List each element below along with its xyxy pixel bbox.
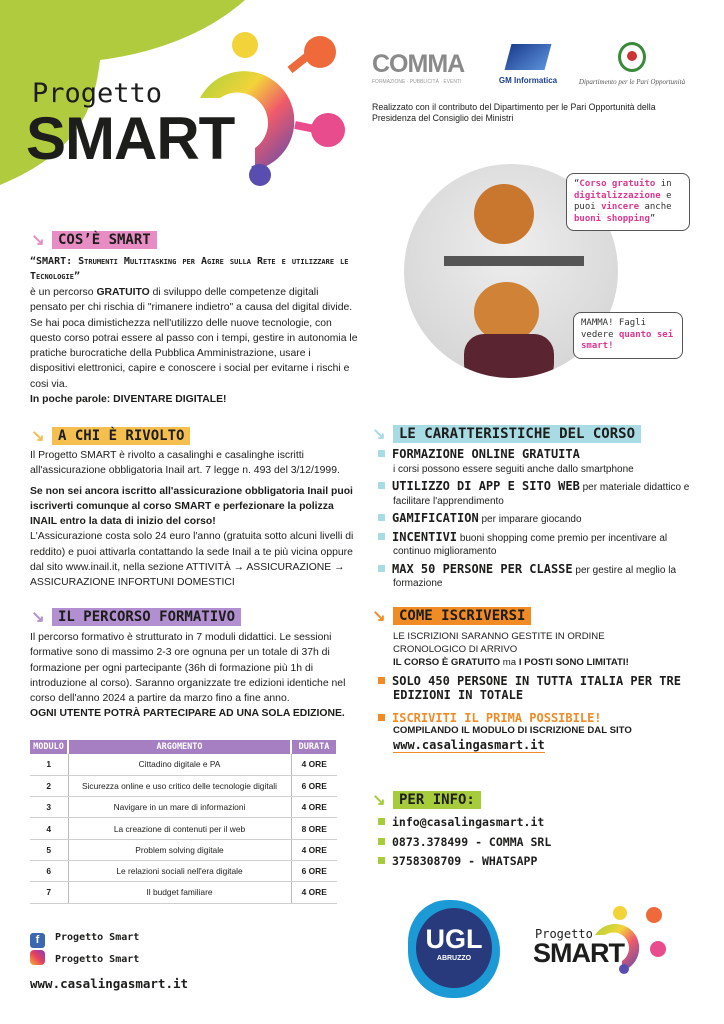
comma-logo [372,50,464,85]
contact-email-text: info@casalingasmart.it [392,815,545,829]
feature-item [378,531,698,559]
contact-email[interactable] [378,813,551,833]
feature-item [378,512,698,527]
arrow-down-right-icon: ↘ [31,428,45,445]
text-segment: vincere [601,202,640,212]
logo-smart-text: SMART [26,105,235,172]
footer-logo-smart: SMART [533,938,624,968]
feature-item [378,563,698,591]
iscriversi-point-2 [378,711,698,754]
module-duration: 4 ORE [291,839,337,860]
module-duration: 4 ORE [291,754,337,775]
rivolto-body [30,448,360,591]
gm-informatica-logo [493,44,563,85]
bullet-icon [378,677,385,684]
feature-title: GAMIFICATION [392,511,479,525]
table-row [30,882,337,903]
gm-logo-text: GM Informatica [498,76,558,85]
instagram-text: Progetto Smart [55,954,140,965]
percorso-heading [30,607,241,627]
bullet-icon [378,818,385,825]
point2-sub: COMPILANDO IL MODULO DI ISCRIZIONE DAL SITO [393,725,632,736]
footer-logo-progetto: Progetto [535,927,593,941]
table-row [30,818,337,839]
smart-acronym-quote: “SMART: Strumenti Multitasking per Agire sulla Rete e utilizzare le Tecnologie” [30,256,349,282]
column-header: ARGOMENTO [68,740,291,754]
text-segment: ” [649,213,656,224]
corso-gratuito: IL CORSO È GRATUITO [393,657,501,668]
table-row [30,860,337,881]
table-row [30,797,337,818]
bullet-icon [378,714,385,721]
cos-closing: In poche parole: DIVENTARE DIGITALE! [30,394,227,406]
bullet-icon [378,565,385,572]
gmi-emblem-icon [505,44,552,70]
arrow-down-right-icon: ↘ [31,609,45,626]
per-info-heading [371,790,481,810]
text-segment: anche [639,202,672,212]
module-number: 6 [30,860,68,881]
arrow-down-right-icon: ↘ [31,232,45,249]
feature-title: FORMAZIONE ONLINE GRATUITA [392,447,580,461]
dipartimento-logo [572,42,692,86]
signup-url-link[interactable]: www.casalingasmart.it [393,738,545,752]
percorso-body [30,630,348,722]
module-topic: Problem solving digitale [68,839,291,860]
section-title: PER INFO: [393,791,481,809]
section-title: COS’È SMART [52,231,157,249]
arrow-down-right-icon: ↘ [372,608,386,625]
ugl-text: UGL [425,924,483,954]
speech-bubble-course [566,173,690,231]
bullet-icon [378,482,385,489]
text-segment: quanto sei smart! [581,329,674,351]
bullet-icon [378,838,385,845]
text-segment: “ [574,179,580,189]
text-segment: in [655,179,672,189]
comma-tagline: FORMAZIONE · PUBBLICITÀ · EVENTI [372,79,462,85]
module-number: 2 [30,775,68,796]
section-title: LE CARATTERISTICHE DEL CORSO [393,425,641,443]
text-segment: di sviluppo delle competenze digitali pensato per chi rischia di "rimanere indietro" a causa del digital divide. Se hai poca dimistichezza nell'utilizzo delle nuove tecnologie, con questo corso potrai essere al passo con i tempi, gestire in autonomia le pratiche burocratiche della Pubblica Amministrazione, usare i dispositivi elettronici, capire e conoscere i social per evitarne i rischi e cosi via. [30,287,358,390]
features-list [378,448,698,595]
module-number: 3 [30,797,68,818]
text-segment: è un percorso [30,287,97,298]
ugl-abruzzo-logo [408,900,500,998]
point1-text: SOLO 450 PERSONE IN TUTTA ITALIA PER TRE EDIZIONI IN TOTALE [392,674,681,702]
come-iscriversi-heading [371,606,531,626]
comma-logo-text: COMMA [372,50,465,78]
point2-text: ISCRIVITI IL PRIMA POSSIBILE! [392,711,602,725]
rivolto-p2: Se non sei ancora iscritto all'assicurazione obbligatoria Inail puoi iscriverti comunque al corso SMART e perfezionare la polizza INAIL entro la data di inizio del corso! [30,485,353,528]
feature-desc: buoni shopping come premio per incentivare al continuo miglioramento [393,532,668,557]
percorso-closing: OGNI UTENTE POTRÀ PARTECIPARE AD UNA SOLA EDIZIONE. [30,708,345,720]
dipartimento-text: Dipartimento per le Pari Opportunità [578,78,686,86]
module-duration: 6 ORE [291,860,337,881]
feature-title: INCENTIVI [392,529,458,544]
cos-e-smart-body [30,285,358,407]
arrow-down-right-icon: ↘ [372,792,386,809]
rivolto-p3: L'Assicurazione costa solo 24 euro l'anno (gratuita sotto alcuni livelli di reddito) e puoi attivarla contattando la sede Inail a te più vicina oppure dal sito www.inail.it, nella sezione ATTIVITÀ → ASSICURAZIONE → ASSICURAZIONE INFORTUNI DOMESTICI [30,531,354,589]
italian-emblem-icon [618,42,646,72]
contact-whatsapp[interactable] [378,852,551,872]
social-links [30,927,188,995]
feature-desc: i corsi possono essere seguiti anche dallo smartphone [393,463,634,475]
speech-bubble-mamma [573,312,683,359]
caratteristiche-heading [371,424,641,444]
bullet-icon [378,533,385,540]
rivolto-p1: Il Progetto SMART è rivolto a casalinghi e casalinghe iscritti all'assicurazione obbligatoria Inail art. 7 legge n. 493 del 3/12/1999. [30,450,340,477]
module-topic: Le relazioni sociali nell'era digitale [68,860,291,881]
module-topic: Navigare in un mare di informazioni [68,797,291,818]
contact-list [378,813,551,872]
module-duration: 4 ORE [291,797,337,818]
instagram-icon [30,950,45,965]
bullet-icon [378,857,385,864]
module-topic: Sicurezza online e uso critico delle tecnologie digitali [68,775,291,796]
module-number: 5 [30,839,68,860]
feature-desc: per gestire al meglio la formazione [393,564,677,589]
feature-title: UTILIZZO DI APP E SITO WEB [392,479,580,493]
feature-title: MAX 50 PERSONE PER CLASSE [392,561,573,576]
contact-whatsapp-text: 3758308709 - WHATSAPP [392,854,538,868]
iscriversi-point-1 [378,674,698,702]
table-row [30,754,337,775]
facebook-icon: f [30,933,45,948]
posti-limitati: I POSTI SONO LIMITATI! [518,657,629,668]
table-row [30,775,337,796]
facebook-text: Progetto Smart [55,932,140,943]
credit-text: Realizzato con il contributo del Dipartimento per le Pari Opportunità della Presidenza del Consiglio dei Ministri [372,102,656,123]
module-number: 4 [30,818,68,839]
text-segment: digitalizzazione [574,190,661,201]
percorso-text: Il percorso formativo è strutturato in 7 moduli didattici. Le sessioni formative sono di massimo 2-3 ore ognuna per un totale di 37h di formazione per ogni partecipante (36h di formazione più 1h di introduzione al corso). Saranno organizzate tre edizioni identiche nel corso dell'anno 2024 a partire da marzo fino a fine anno. [30,632,346,705]
column-header: MODULO [30,740,68,754]
module-duration: 6 ORE [291,775,337,796]
facebook-link[interactable] [30,927,188,949]
text-segment: Corso gratuito [579,179,656,189]
text-segment: MAMMA! Fagli vedere [581,318,647,340]
column-header: DURATA [291,740,337,754]
text-segment: e puoi [574,190,672,212]
feature-item [378,480,698,508]
ugl-sub-text: ABRUZZO [436,955,472,962]
iscriversi-body [393,630,693,669]
module-number: 1 [30,754,68,775]
text-segment: GRATUITO [96,287,150,298]
cos-e-smart-heading [30,230,157,250]
module-duration: 4 ORE [291,882,337,903]
ma-text: ma [500,657,519,668]
bullet-icon [378,450,385,457]
footer-url-link[interactable]: www.casalingasmart.it [30,976,189,991]
section-title: COME ISCRIVERSI [393,607,531,625]
contact-phone-text: 0873.378499 - COMMA SRL [392,834,552,849]
module-duration: 8 ORE [291,818,337,839]
text-segment: buoni shopping [574,213,650,224]
module-topic: La creazione di contenuti per il web [68,818,291,839]
module-topic: Cittadino digitale e PA [68,754,291,775]
dog-top-image [474,184,534,244]
table-row [30,839,337,860]
module-topic: Il budget familiare [68,882,291,903]
arrow-down-right-icon: ↘ [372,426,386,443]
feature-desc: per imparare giocando [481,514,582,525]
module-number: 7 [30,882,68,903]
section-title: A CHI È RIVOLTO [52,427,190,445]
iscrizioni-info: LE ISCRIZIONI SARANNO GESTITE IN ORDINE CRONOLOGICO DI ARRIVO [393,631,605,655]
section-title: IL PERCORSO FORMATIVO [52,608,241,626]
logo-progetto-text: Progetto [32,78,163,109]
dog-bottom-image [474,282,539,342]
a-chi-e-rivolto-heading [30,426,190,446]
feature-desc: per materiale didattico e facilitare l'apprendimento [393,482,690,507]
bullet-icon [378,514,385,521]
feature-item [378,448,698,476]
contact-phone[interactable] [378,833,551,853]
modules-table [30,740,338,904]
instagram-link[interactable] [30,949,188,971]
